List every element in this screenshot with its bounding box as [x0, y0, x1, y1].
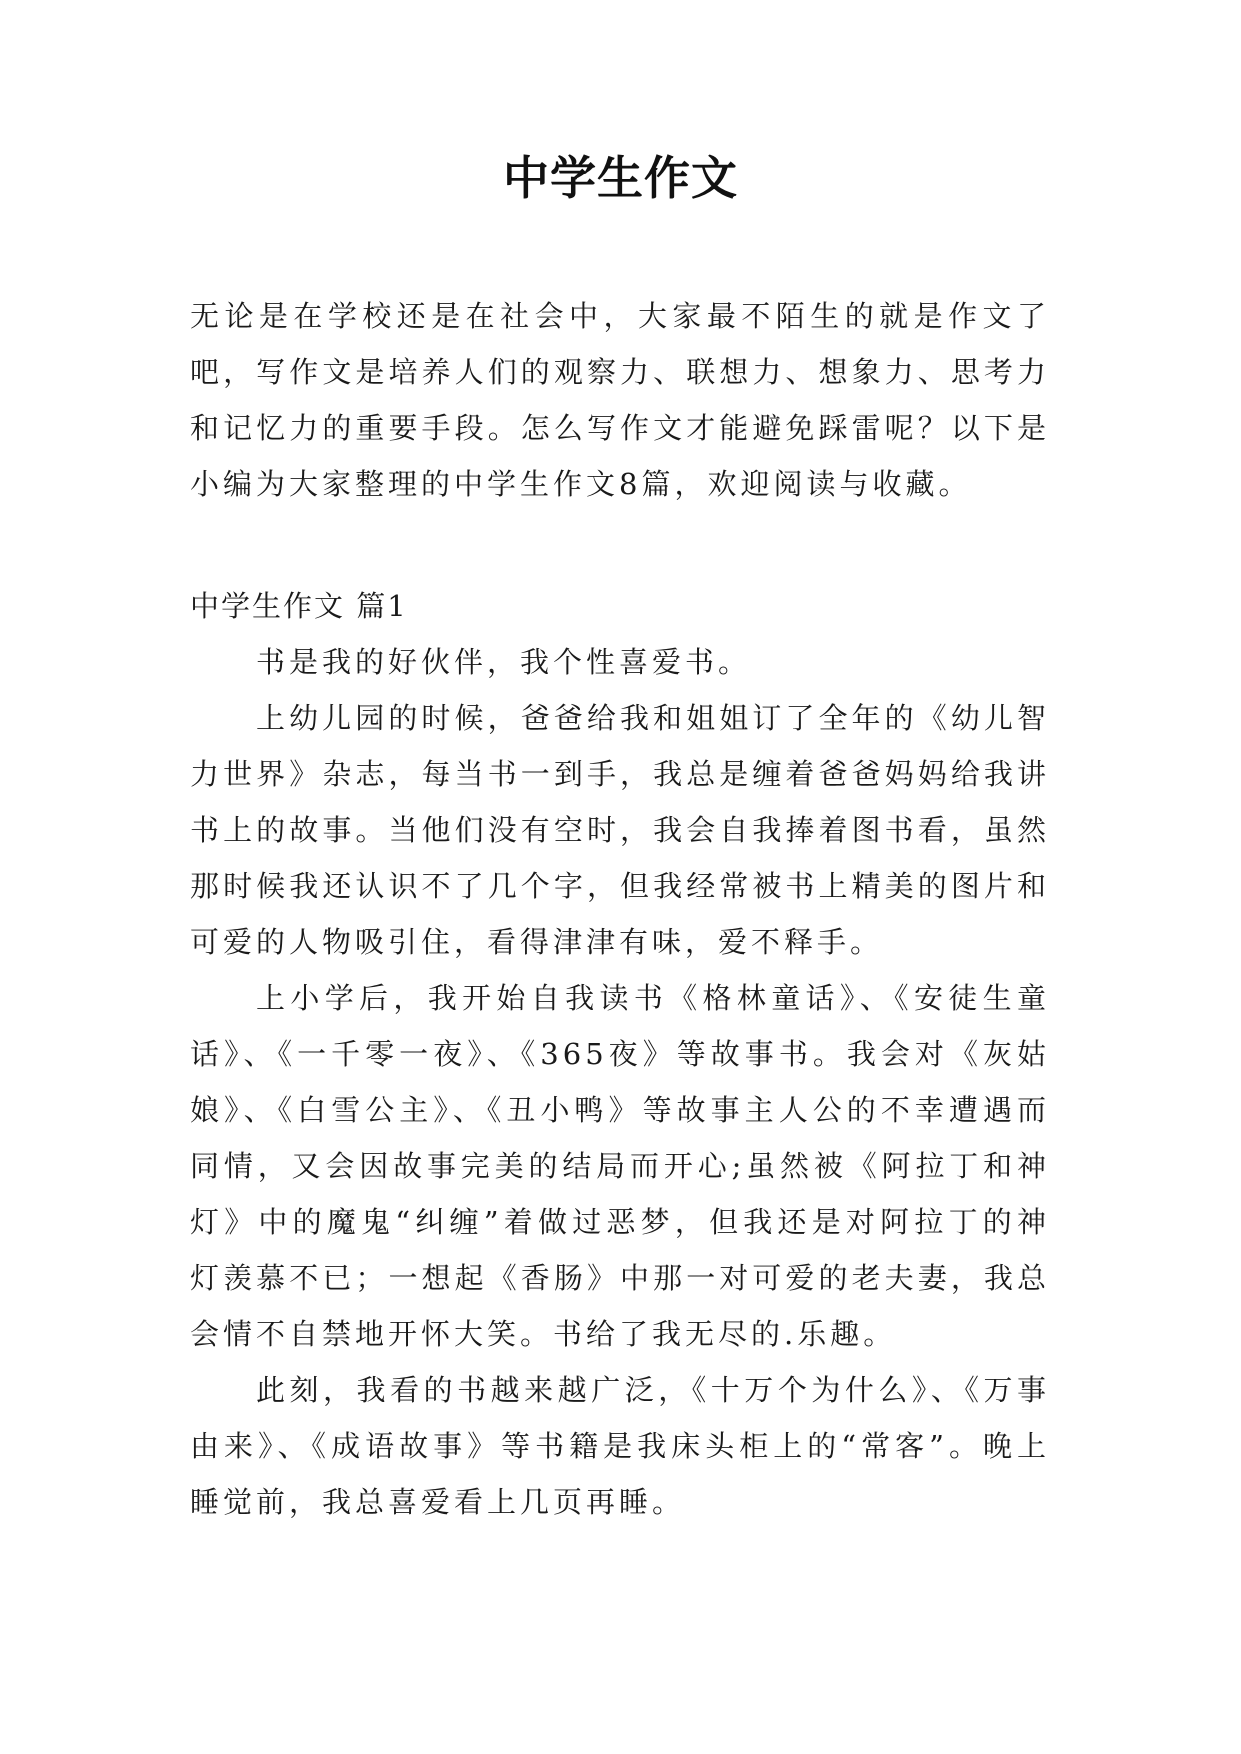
essay-paragraph: 上幼儿园的时候，爸爸给我和姐姐订了全年的《幼儿智力世界》杂志，每当书一到手，我总是缠着爸爸妈妈给我讲书上的故事。当他们没有空时，我会自我捧着图书看，虽然那时候我还认识不了几个字，但我经常被书上精美的图片和可爱的人物吸引住，看得津津有味，爱不释手。	[190, 701, 1050, 959]
essay-body	[190, 634, 1050, 1530]
intro-paragraph: 无论是在学校还是在社会中，大家最不陌生的就是作文了吧，写作文是培养人们的观察力、联想力、想象力、思考力和记忆力的重要手段。怎么写作文才能避免踩雷呢？以下是小编为大家整理的中学生作文8篇，欢迎阅读与收藏。	[190, 299, 1050, 501]
essay-paragraph: 书是我的好伙伴，我个性喜爱书。	[256, 645, 752, 679]
page-title: 中学生作文	[503, 151, 738, 205]
essay-paragraph: 上小学后，我开始自我读书《格林童话》、《安徒生童话》、《一千零一夜》、《365夜》等故事书。我会对《灰姑娘》、《白雪公主》、《丑小鸭》等故事主人公的不幸遭遇而同情，又会因故事完美的结局而开心;虽然被《阿拉丁和神灯》中的魔鬼“纠缠”着做过恶梦，但我还是对阿拉丁的神灯羡慕不已；一想起《香肠》中那一对可爱的老夫妻，我总会情不自禁地开怀大笑。书给了我无尽的.乐趣。	[190, 981, 1050, 1351]
section-heading: 中学生作文 篇1	[190, 589, 408, 623]
essay-paragraph: 此刻，我看的书越来越广泛，《十万个为什么》、《万事由来》、《成语故事》等书籍是我床头柜上的“常客”。晚上睡觉前，我总喜爱看上几页再睡。	[190, 1373, 1050, 1519]
